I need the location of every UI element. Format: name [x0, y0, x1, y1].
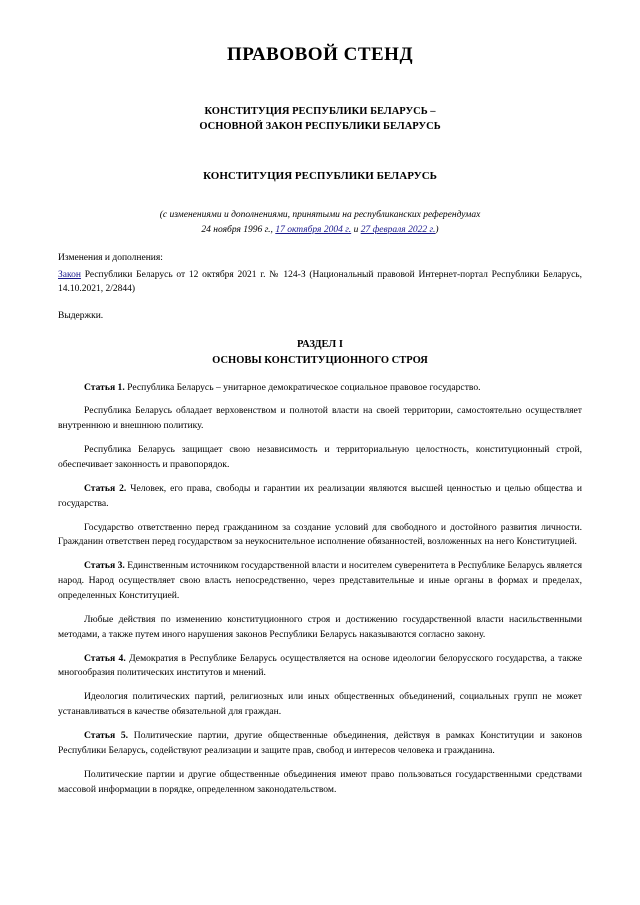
article-number: Статья 5.	[84, 730, 129, 742]
amendment-note-date-prefix: 24 ноября 1996 г.,	[201, 224, 276, 235]
document-subtitle	[58, 104, 582, 134]
changes-text-wrap	[58, 268, 582, 297]
section-name: ОСНОВЫ КОНСТИТУЦИОННОГО СТРОЯ	[212, 354, 428, 366]
paragraph-text: Республика Беларусь обладает верховенством и полнотой власти на своей территории, самостоятельно осуществляет внутреннюю и внешнюю политику.	[58, 405, 582, 432]
article-number: Статья 2.	[84, 482, 127, 494]
paragraph-text: Идеология политических партий, религиозных или иных общественных объединений, социальных групп не может устанавливаться в качестве обязательной для граждан.	[58, 691, 582, 718]
subtitle-line-1: КОНСТИТУЦИЯ РЕСПУБЛИКИ БЕЛАРУСЬ –	[204, 106, 436, 117]
body-paragraph	[58, 404, 582, 434]
article-paragraph	[58, 482, 582, 512]
referendum-2022-link[interactable]: 27 февраля 2022 г.	[360, 224, 436, 235]
constitution-heading: КОНСТИТУЦИЯ РЕСПУБЛИКИ БЕЛАРУСЬ	[203, 170, 437, 183]
article-number: Статья 1.	[84, 381, 125, 393]
paragraph-text: Республика Беларусь – унитарное демократическое социальное правовое государство.	[124, 381, 481, 393]
section-title	[58, 337, 582, 369]
paragraph-text: Политические партии и другие общественные объединения имеют право пользоваться государственными средствами массовой информации в порядке, определенном законодательством.	[58, 768, 582, 795]
body-paragraph	[58, 768, 582, 798]
referendum-2004-link[interactable]: 17 октября 2004 г.	[275, 224, 352, 235]
article-paragraph	[58, 559, 582, 604]
amendment-note-suffix: )	[435, 224, 439, 235]
amendment-note-line-1: (с изменениями и дополнениями, принятыми на республиканских референдумах	[159, 210, 481, 221]
article-paragraph	[58, 652, 582, 682]
article-paragraph	[58, 381, 582, 396]
article-number: Статья 3.	[84, 560, 125, 572]
paragraph-text: Человек, его права, свободы и гарантии их реализации являются высшей ценностью и целью общества и государства.	[58, 482, 583, 509]
page-title: ПРАВОВОЙ СТЕНД	[226, 44, 414, 65]
paragraph-text: Политические партии, другие общественные объединения, действуя в рамках Конституции и законов Республики Беларусь, содействуют реализации и защите прав, свобод и интересов человека и гражданина.	[58, 730, 583, 756]
document-body	[58, 381, 582, 798]
subtitle-line-2: ОСНОВНОЙ ЗАКОН РЕСПУБЛИКИ БЕЛАРУСЬ	[199, 121, 441, 133]
article-paragraph	[58, 729, 582, 759]
changes-text: Республики Беларусь от 12 октября 2021 г. № 124-З (Национальный правовой Интернет-портал Республики Беларусь, 14.10.2021, 2/2844)	[58, 269, 582, 295]
body-paragraph	[58, 690, 582, 720]
body-paragraph	[58, 613, 582, 643]
amendment-note	[58, 208, 582, 237]
paragraph-text: Республика Беларусь защищает свою независимость и территориальную целостность, конституционный строй, обеспечивает законность и правопорядок.	[58, 444, 582, 471]
article-number: Статья 4.	[84, 652, 126, 664]
section-number: РАЗДЕЛ I	[297, 339, 343, 351]
changes-label: Изменения и дополнения:	[58, 252, 163, 263]
body-paragraph	[58, 443, 582, 473]
paragraph-text: Единственным источником государственной власти и носителем суверенитета в Республике Беларусь является народ. Народ осуществляет свою власть непосредственно, через представительные и иные органы в формах и пределах, определенных Конституцией.	[58, 560, 582, 602]
excerpt-note: Выдержки.	[58, 311, 104, 322]
paragraph-text: Любые действия по изменению конституционного строя и достижению государственной власти насильственными методами, а также путем иного нарушения законов Республики Беларусь наказываются согласно закону.	[58, 613, 582, 640]
paragraph-text: Демократия в Республике Беларусь осуществляется на основе идеологии белорусского государства, а также многообразия политических институтов и мнений.	[58, 652, 582, 679]
body-paragraph	[58, 521, 582, 551]
paragraph-text: Государство ответственно перед гражданином за создание условий для свободного и достойного развития личности. Гражданин ответствен перед государством за неукоснительное исполнение обязанностей, возложенных на него Конституцией.	[58, 521, 582, 548]
law-link[interactable]: Закон	[58, 269, 81, 280]
amendment-note-conjunction: и	[351, 224, 361, 235]
changes-block	[58, 251, 582, 297]
